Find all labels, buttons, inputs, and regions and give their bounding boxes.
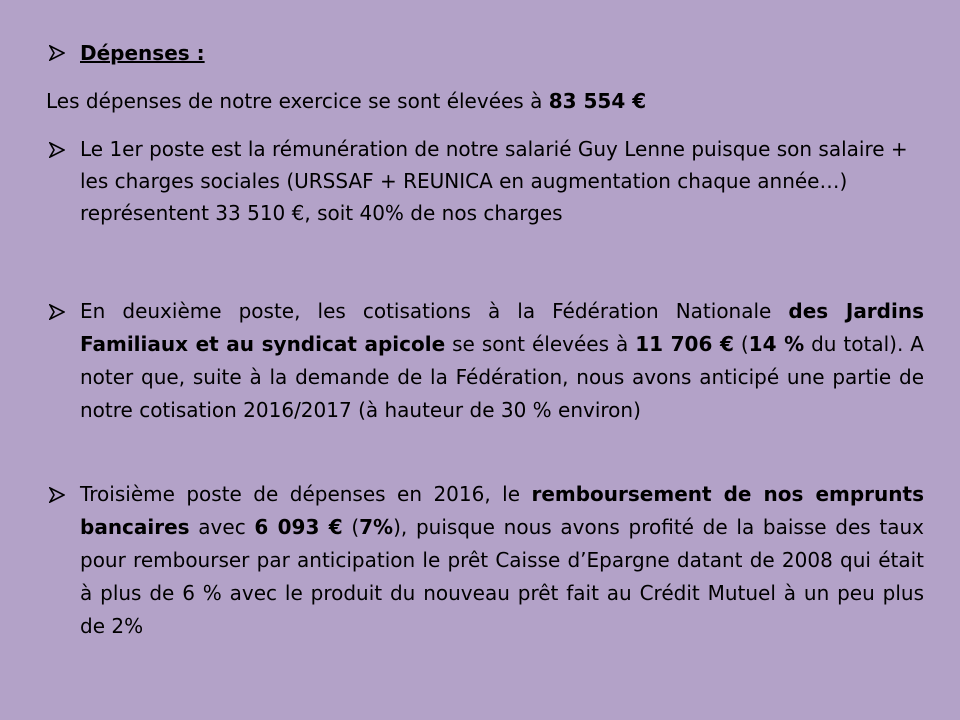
bold-text-segment: 11 706 € [635,332,734,356]
text-segment: ( [342,515,360,539]
bold-text-segment: remboursement de nos emprunts bancaires [80,482,924,539]
arrowhead-bullet-icon [46,135,68,165]
bold-text-segment: des Jardins Familiaux et au syndicat apicole [80,299,924,356]
text-segment: ( [733,332,749,356]
bullet-paragraph-3 [80,478,924,643]
intro-text: Les dépenses de notre exercice se sont élevées à [46,89,549,113]
text-segment: ), puisque nous avons profité de la baisse des taux pour rembourser par anticipation le prêt Caisse d’Epargne datant de 2008 qui était à plus de 6 % avec le produit du nouveau prêt fait au Crédit Mutuel à un peu plus de 2% [80,515,924,638]
text-segment: Le 1er poste est la rémunération de notre salarié Guy Lenne puisque son salaire + les charges sociales (URSSAF + REUNICA en augmentation chaque année…) représentent 33 510 €, soit 40% de nos charges [80,137,908,225]
text-segment: avec [189,515,255,539]
intro-line [46,86,646,116]
arrowhead-bullet-icon [46,297,68,327]
arrowhead-bullet-icon [46,480,68,510]
bullet-paragraph-2 [80,295,924,427]
bold-text-segment: 7% [359,515,394,539]
text-segment: Troisième poste de dépenses en 2016, le [80,482,532,506]
arrowhead-bullet-icon [46,38,68,68]
bullet-paragraph-1 [80,133,924,229]
text-segment: se sont élevées à [445,332,636,356]
intro-amount: 83 554 € [548,89,647,113]
bold-text-segment: 6 093 € [254,515,343,539]
section-heading: Dépenses : [80,41,205,65]
text-segment: du total). A noter que, suite à la demande de la Fédération, nous avons anticipé une partie de notre cotisation 2016/2017 (à hauteur de 30 % environ) [80,332,924,422]
bold-text-segment: 14 % [748,332,805,356]
text-segment: En deuxième poste, les cotisations à la Fédération Nationale [80,299,789,323]
